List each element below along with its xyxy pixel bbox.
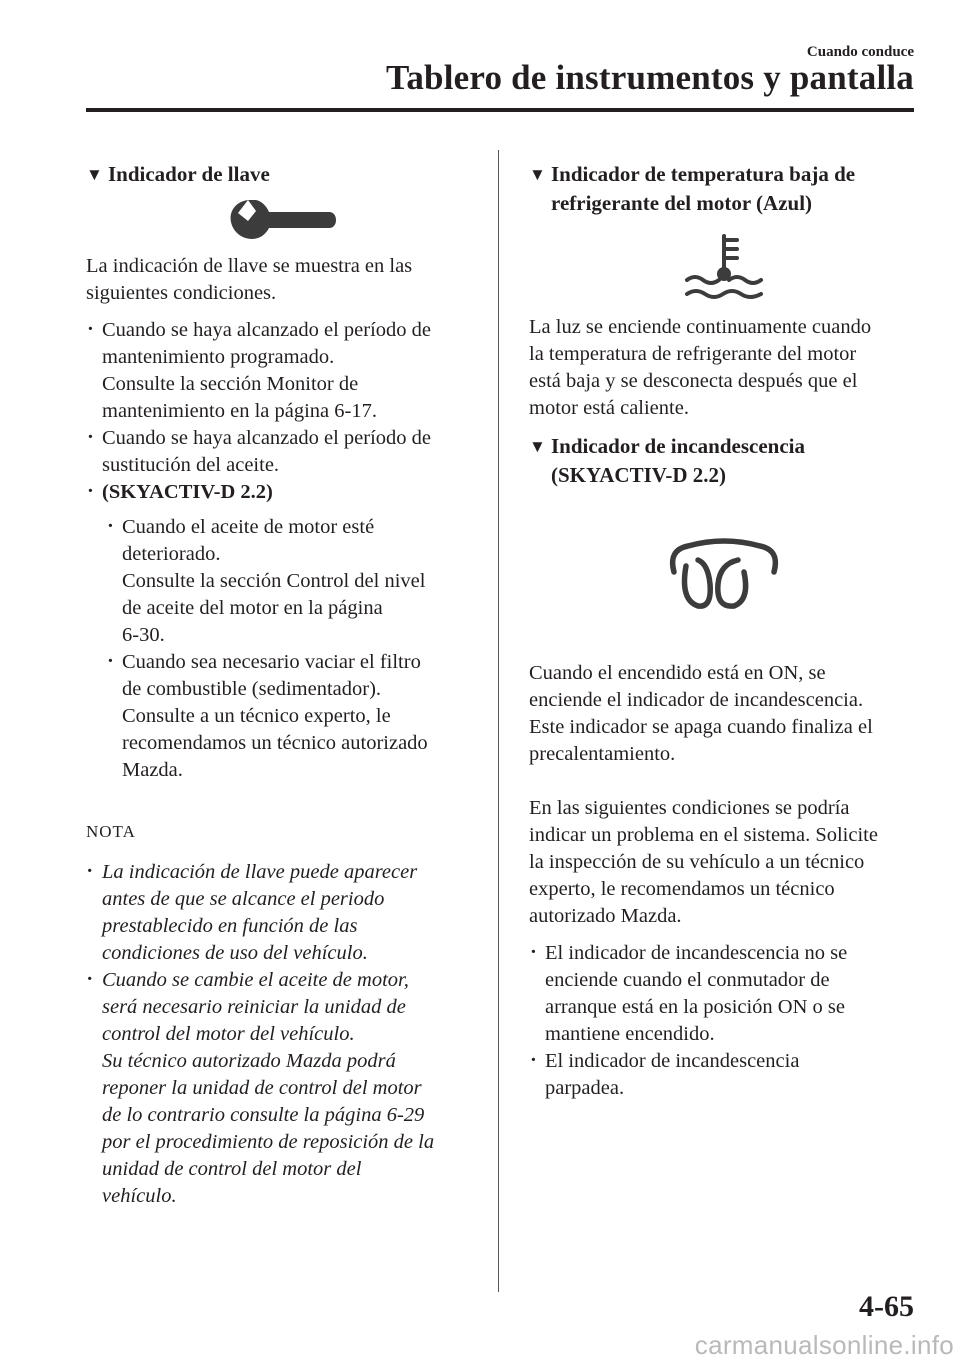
list-item: · Cuando sea necesario vaciar el filtro de combustible (sedimentador). Consulte a un técnico experto, le recomendamos un técnico autorizado Mazda.: [106, 649, 476, 784]
note-item: · Cuando se cambie el aceite de motor, será necesario reiniciar la unidad de control del motor del vehículo. Su técnico autorizado Mazda podrá reponer la unidad de control del motor de lo contrario consulte la página 6-29 por el procedimiento de reposición de la unidad de control del motor del vehículo.: [86, 967, 476, 1210]
glow-plug-icon: [662, 538, 786, 614]
list-item: · (SKYACTIV-D 2.2): [86, 479, 476, 506]
heading-coolant-indicator: ▼ Indicador de temperatura baja de refrigerante del motor (Azul): [529, 160, 919, 218]
list-item: · Cuando se haya alcanzado el período de mantenimiento programado. Consulte la sección Monitor de mantenimiento en la página 6-17.: [86, 317, 476, 425]
triangle-down-icon: ▼: [529, 165, 546, 184]
list-item: · El indicador de incandescencia parpadea.: [529, 1048, 919, 1102]
watermark: carmanualsonline.info: [694, 1330, 954, 1360]
heading-glow-indicator: ▼ Indicador de incandescencia (SKYACTIV-D 2.2): [529, 432, 919, 490]
triangle-down-icon: ▼: [529, 437, 546, 456]
glow-text-2: En las siguientes condiciones se podría indicar un problema en el sistema. Solicite la inspección de su vehículo a un técnico experto, le recomendamos un técnico autorizado Mazda.: [529, 797, 878, 927]
header-rule: [86, 108, 914, 112]
coolant-text: La luz se enciende continuamente cuando la temperatura de refrigerante del motor está baja y se desconecta después que el motor está caliente.: [529, 316, 872, 419]
intro-line-1: La indicación de llave se muestra en las: [86, 255, 413, 277]
wrench-icon-wrap: [86, 197, 476, 249]
intro-line-2: siguientes condiciones.: [86, 282, 277, 304]
list-item: · Cuando el aceite de motor esté deteriorado. Consulte la sección Control del nivel de aceite del motor en la página 6-30.: [106, 514, 476, 649]
coolant-temperature-icon: [679, 232, 769, 304]
page-title: Tablero de instrumentos y pantalla: [386, 58, 914, 97]
page-number: 4-65: [859, 1290, 914, 1323]
coolant-icon-wrap: [529, 232, 919, 308]
header-section: Cuando conduce: [806, 44, 914, 60]
triangle-down-icon: ▼: [86, 165, 103, 184]
note-item: · La indicación de llave puede aparecer antes de que se alcance el periodo prestablecido en función de las condiciones de uso del vehículo.: [86, 859, 476, 967]
right-column: [529, 160, 919, 1102]
glow-icon-wrap: [529, 538, 919, 618]
wrench-icon: [226, 197, 336, 243]
list-item: · El indicador de incandescencia no se enciende cuando el conmutador de arranque está en la posición ON o se mantiene encendido.: [529, 940, 919, 1048]
note-label: NOTA: [86, 822, 136, 841]
glow-text-1: Cuando el encendido está en ON, se enciende el indicador de incandescencia. Este indicador se apaga cuando finaliza el precalentamiento.: [529, 662, 873, 765]
heading-wrench-indicator: ▼ Indicador de llave: [86, 160, 476, 189]
left-column: [86, 160, 476, 1210]
column-divider: [498, 150, 499, 1292]
list-item: · Cuando se haya alcanzado el período de sustitución del aceite.: [86, 425, 476, 479]
